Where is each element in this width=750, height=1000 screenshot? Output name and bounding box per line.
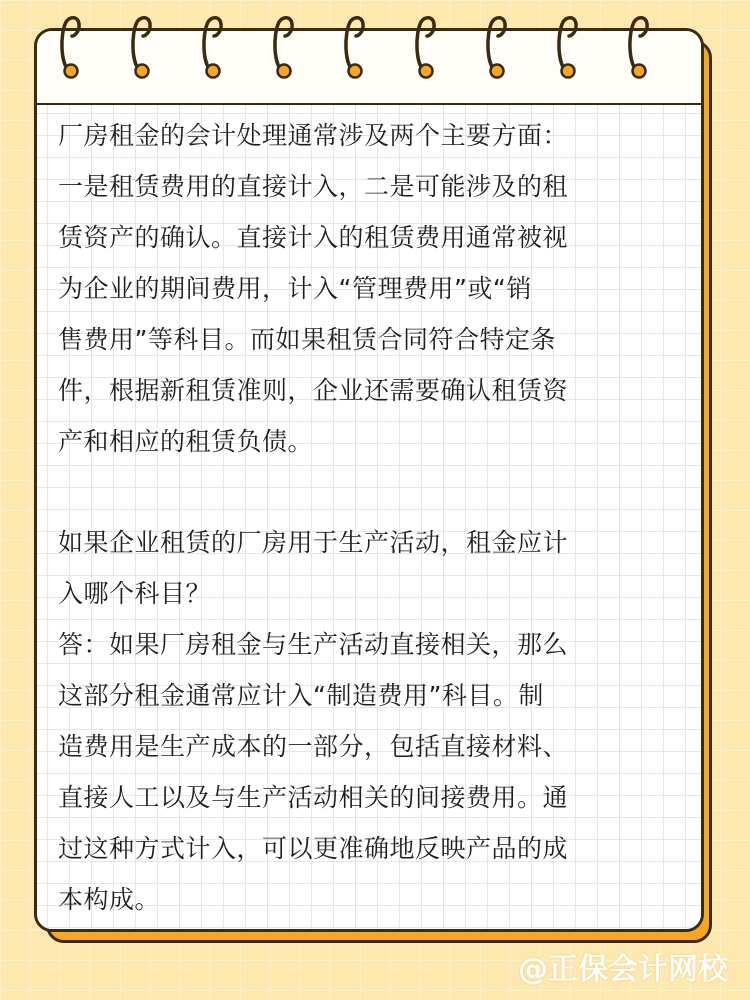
text-line: 售费用”等科目。而如果租赁合同符合特定条	[58, 325, 556, 354]
spiral-ring-icon	[269, 14, 299, 84]
spiral-ring-icon	[411, 14, 441, 84]
watermark-brand: @正保会计网校	[518, 952, 728, 987]
text-line: 一是租赁费用的直接计入，二是可能涉及的租	[58, 172, 569, 201]
question-line: 如果企业租赁的厂房用于生产活动，租金应计	[58, 528, 569, 557]
question-line: 入哪个科目？	[58, 579, 212, 608]
text-line: 产和相应的租赁负债。	[58, 427, 314, 456]
text-line: 赁资产的确认。直接计入的租赁费用通常被视	[58, 223, 569, 252]
text-line: 厂房租金的会计处理通常涉及两个主要方面：	[58, 121, 569, 150]
answer-line: 本构成。	[58, 885, 161, 914]
spiral-ring-icon	[198, 14, 228, 84]
spiral-ring-icon	[56, 14, 86, 84]
text-line: 件，根据新租赁准则，企业还需要确认租赁资	[58, 376, 569, 405]
spiral-ring-icon	[482, 14, 512, 84]
answer-line: 过这种方式计入，可以更准确地反映产品的成	[58, 834, 569, 863]
spiral-ring-icon	[553, 14, 583, 84]
spiral-ring-icon	[127, 14, 157, 84]
answer-line: 这部分租金通常应计入“制造费用”科目。制	[58, 681, 544, 710]
spiral-ring-icon	[340, 14, 370, 84]
answer-line: 造费用是生产成本的一部分，包括直接材料、	[58, 732, 569, 761]
answer-line: 直接人工以及与生产活动相关的间接费用。通	[58, 783, 569, 812]
paragraph-qa	[58, 517, 688, 925]
text-line: 为企业的期间费用，计入“管理费用”或“销	[58, 274, 532, 303]
spiral-ring-icon	[624, 14, 654, 84]
paragraph-intro	[58, 110, 688, 467]
answer-line: 答：如果厂房租金与生产活动直接相关，那么	[58, 630, 569, 659]
